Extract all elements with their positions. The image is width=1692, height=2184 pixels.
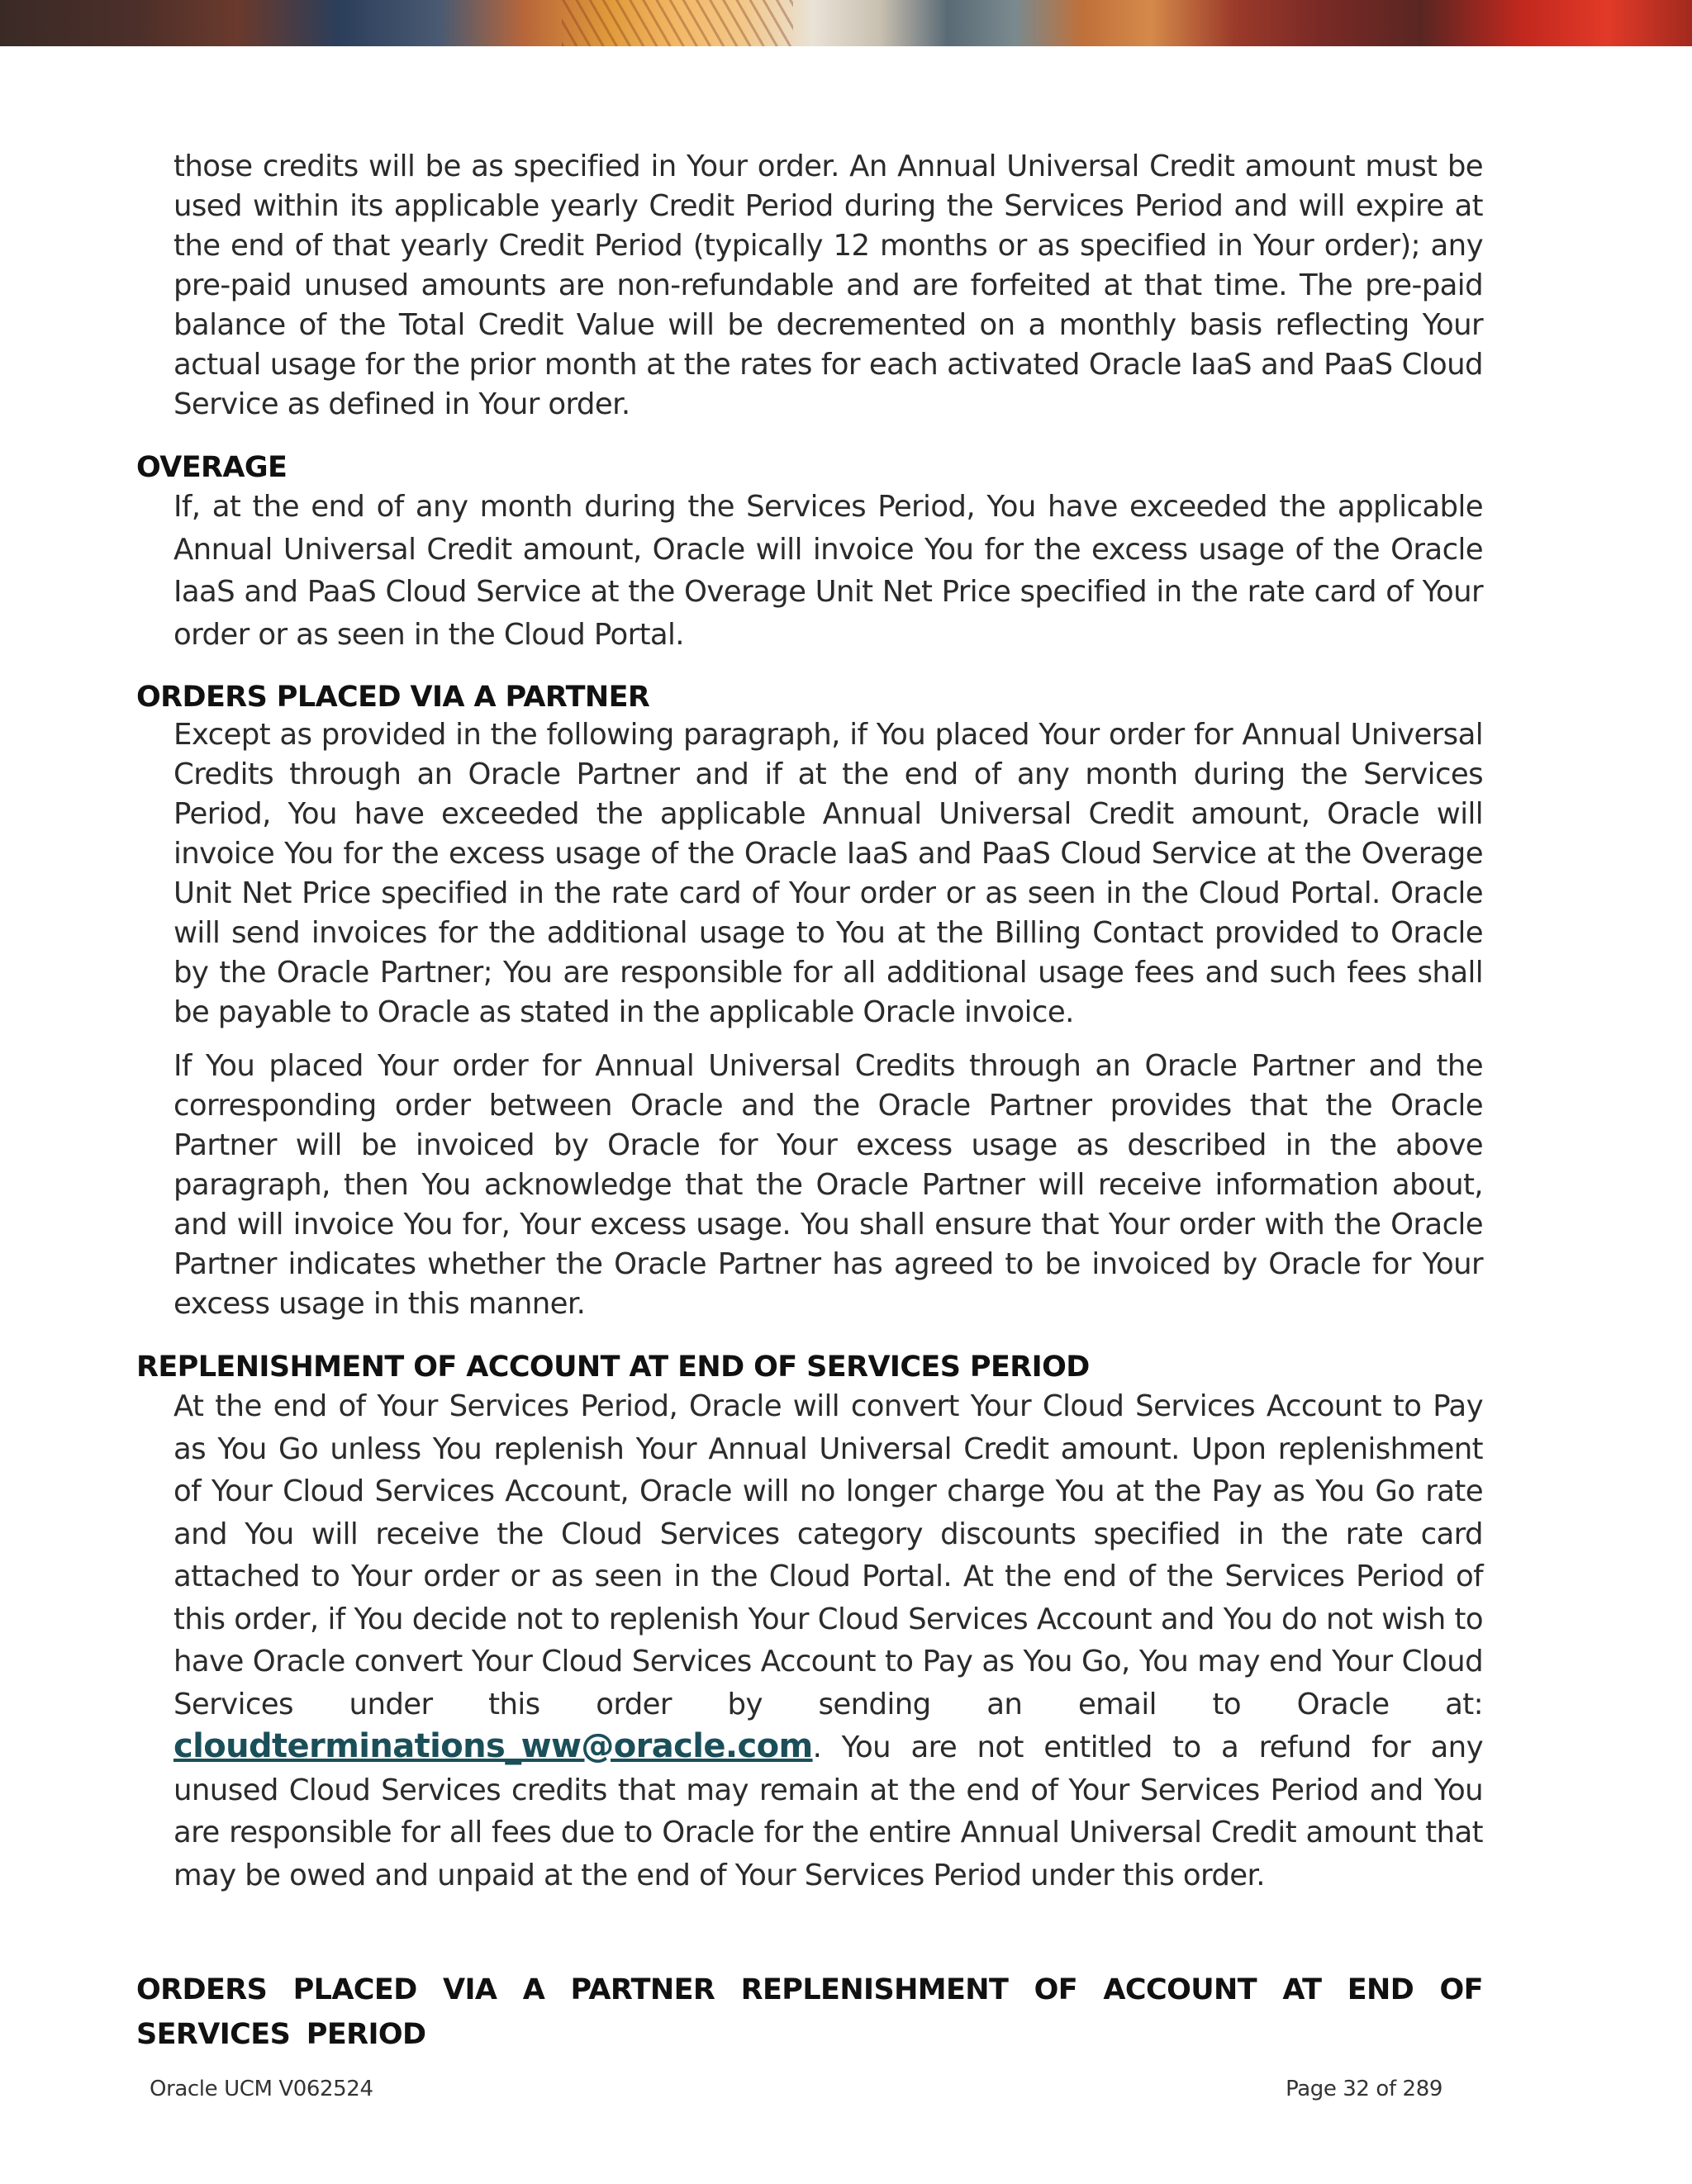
paragraph-partner-2: If You placed Your order for Annual Universal Credits through an Oracle Partner and the corresponding order between Oracle and the Oracle Partner provides that the Oracle Partner will be invoiced by Oracle for Your excess usage as described in the above paragraph, then You acknowledge that the Oracle Partner will receive information about, and will invoice You for, Your excess usage. You shall ensure that Your order with the Oracle Partner indicates whether the Oracle Partner has agreed to be invoiced by Oracle for Your excess usage in this manner. <box>173 1049 1483 1321</box>
heading-replenishment: REPLENISHMENT OF ACCOUNT AT END OF SERVICES PERIOD <box>136 1351 1090 1384</box>
document-body <box>136 147 1483 2057</box>
replenishment-text-before: At the end of Your Services Period, Oracle will convert Your Cloud Services Account to Pay as You Go unless You replenish Your Annual Universal Credit amount. Upon replenishment of Your Cloud Services Account, Oracle will no longer charge You at the Pay as You Go rate and You will receive the Cloud Services category discounts specified in the rate card attached to Your order or as seen in the Cloud Portal. At the end of the Services Period of this order, if You decide not to replenish Your Cloud Services Account and You do not wish to have Oracle convert Your Cloud Services Account to Pay as You Go, You may end Your Cloud Services under this order by sending an email to Oracle at: <box>173 1389 1483 1721</box>
heading-partner-replenishment: ORDERS PLACED VIA A PARTNER REPLENISHMENT OF ACCOUNT AT END OF SERVICES PERIOD <box>136 1973 1483 2051</box>
paragraph-credits: those credits will be as specified in Your order. An Annual Universal Credit amount must be used within its applicable yearly Credit Period during the Services Period and will expire at the end of that yearly Credit Period (typically 12 months or as specified in Your order); any pre-paid unused amounts are non-refundable and are forfeited at that time. The pre-paid balance of the Total Credit Value will be decremented on a monthly basis reflecting Your actual usage for the prior month at the rates for each activated Oracle IaaS and PaaS Cloud Service as defined in Your order. <box>173 150 1483 421</box>
paragraph-replenishment <box>173 1385 1483 1897</box>
header-banner-image <box>0 0 1692 46</box>
footer-page-number: Page 32 of 289 <box>1286 2077 1442 2101</box>
banner-pattern <box>562 0 793 46</box>
email-link[interactable]: cloudterminations_ww@oracle.com <box>173 1727 813 1765</box>
replenishment-text-after: . You are not entitled to a refund for any unused Cloud Services credits that may remain at the end of Your Services Period and You are responsible for all fees due to Oracle for the entire Annual Universal Credit amount that may be owed and unpaid at the end of Your Services Period under this order. <box>173 1731 1483 1892</box>
paragraph-partner-1: Except as provided in the following paragraph, if You placed Your order for Annual Universal Credits through an Oracle Partner and if at the end of any month during the Services Period, You have exceeded the applicable Annual Universal Credit amount, Oracle will invoice You for the excess usage of the Oracle IaaS and PaaS Cloud Service at the Overage Unit Net Price specified in the rate card of Your order or as seen in the Cloud Portal. Oracle will send invoices for the additional usage to You at the Billing Contact provided to Oracle by the Oracle Partner; You are responsible for all additional usage fees and such fees shall be payable to Oracle as stated in the applicable Oracle invoice. <box>173 718 1483 1029</box>
heading-orders-via-partner: ORDERS PLACED VIA A PARTNER <box>136 681 650 714</box>
heading-overage: OVERAGE <box>136 451 288 484</box>
paragraph-overage: If, at the end of any month during the Services Period, You have exceeded the applicable Annual Universal Credit amount, Oracle will invoice You for the excess usage of the Oracle IaaS and PaaS Cloud Service at the Overage Unit Net Price specified in the rate card of Your order or as seen in the Cloud Portal. <box>173 490 1483 652</box>
footer-document-id: Oracle UCM V062524 <box>150 2077 373 2101</box>
